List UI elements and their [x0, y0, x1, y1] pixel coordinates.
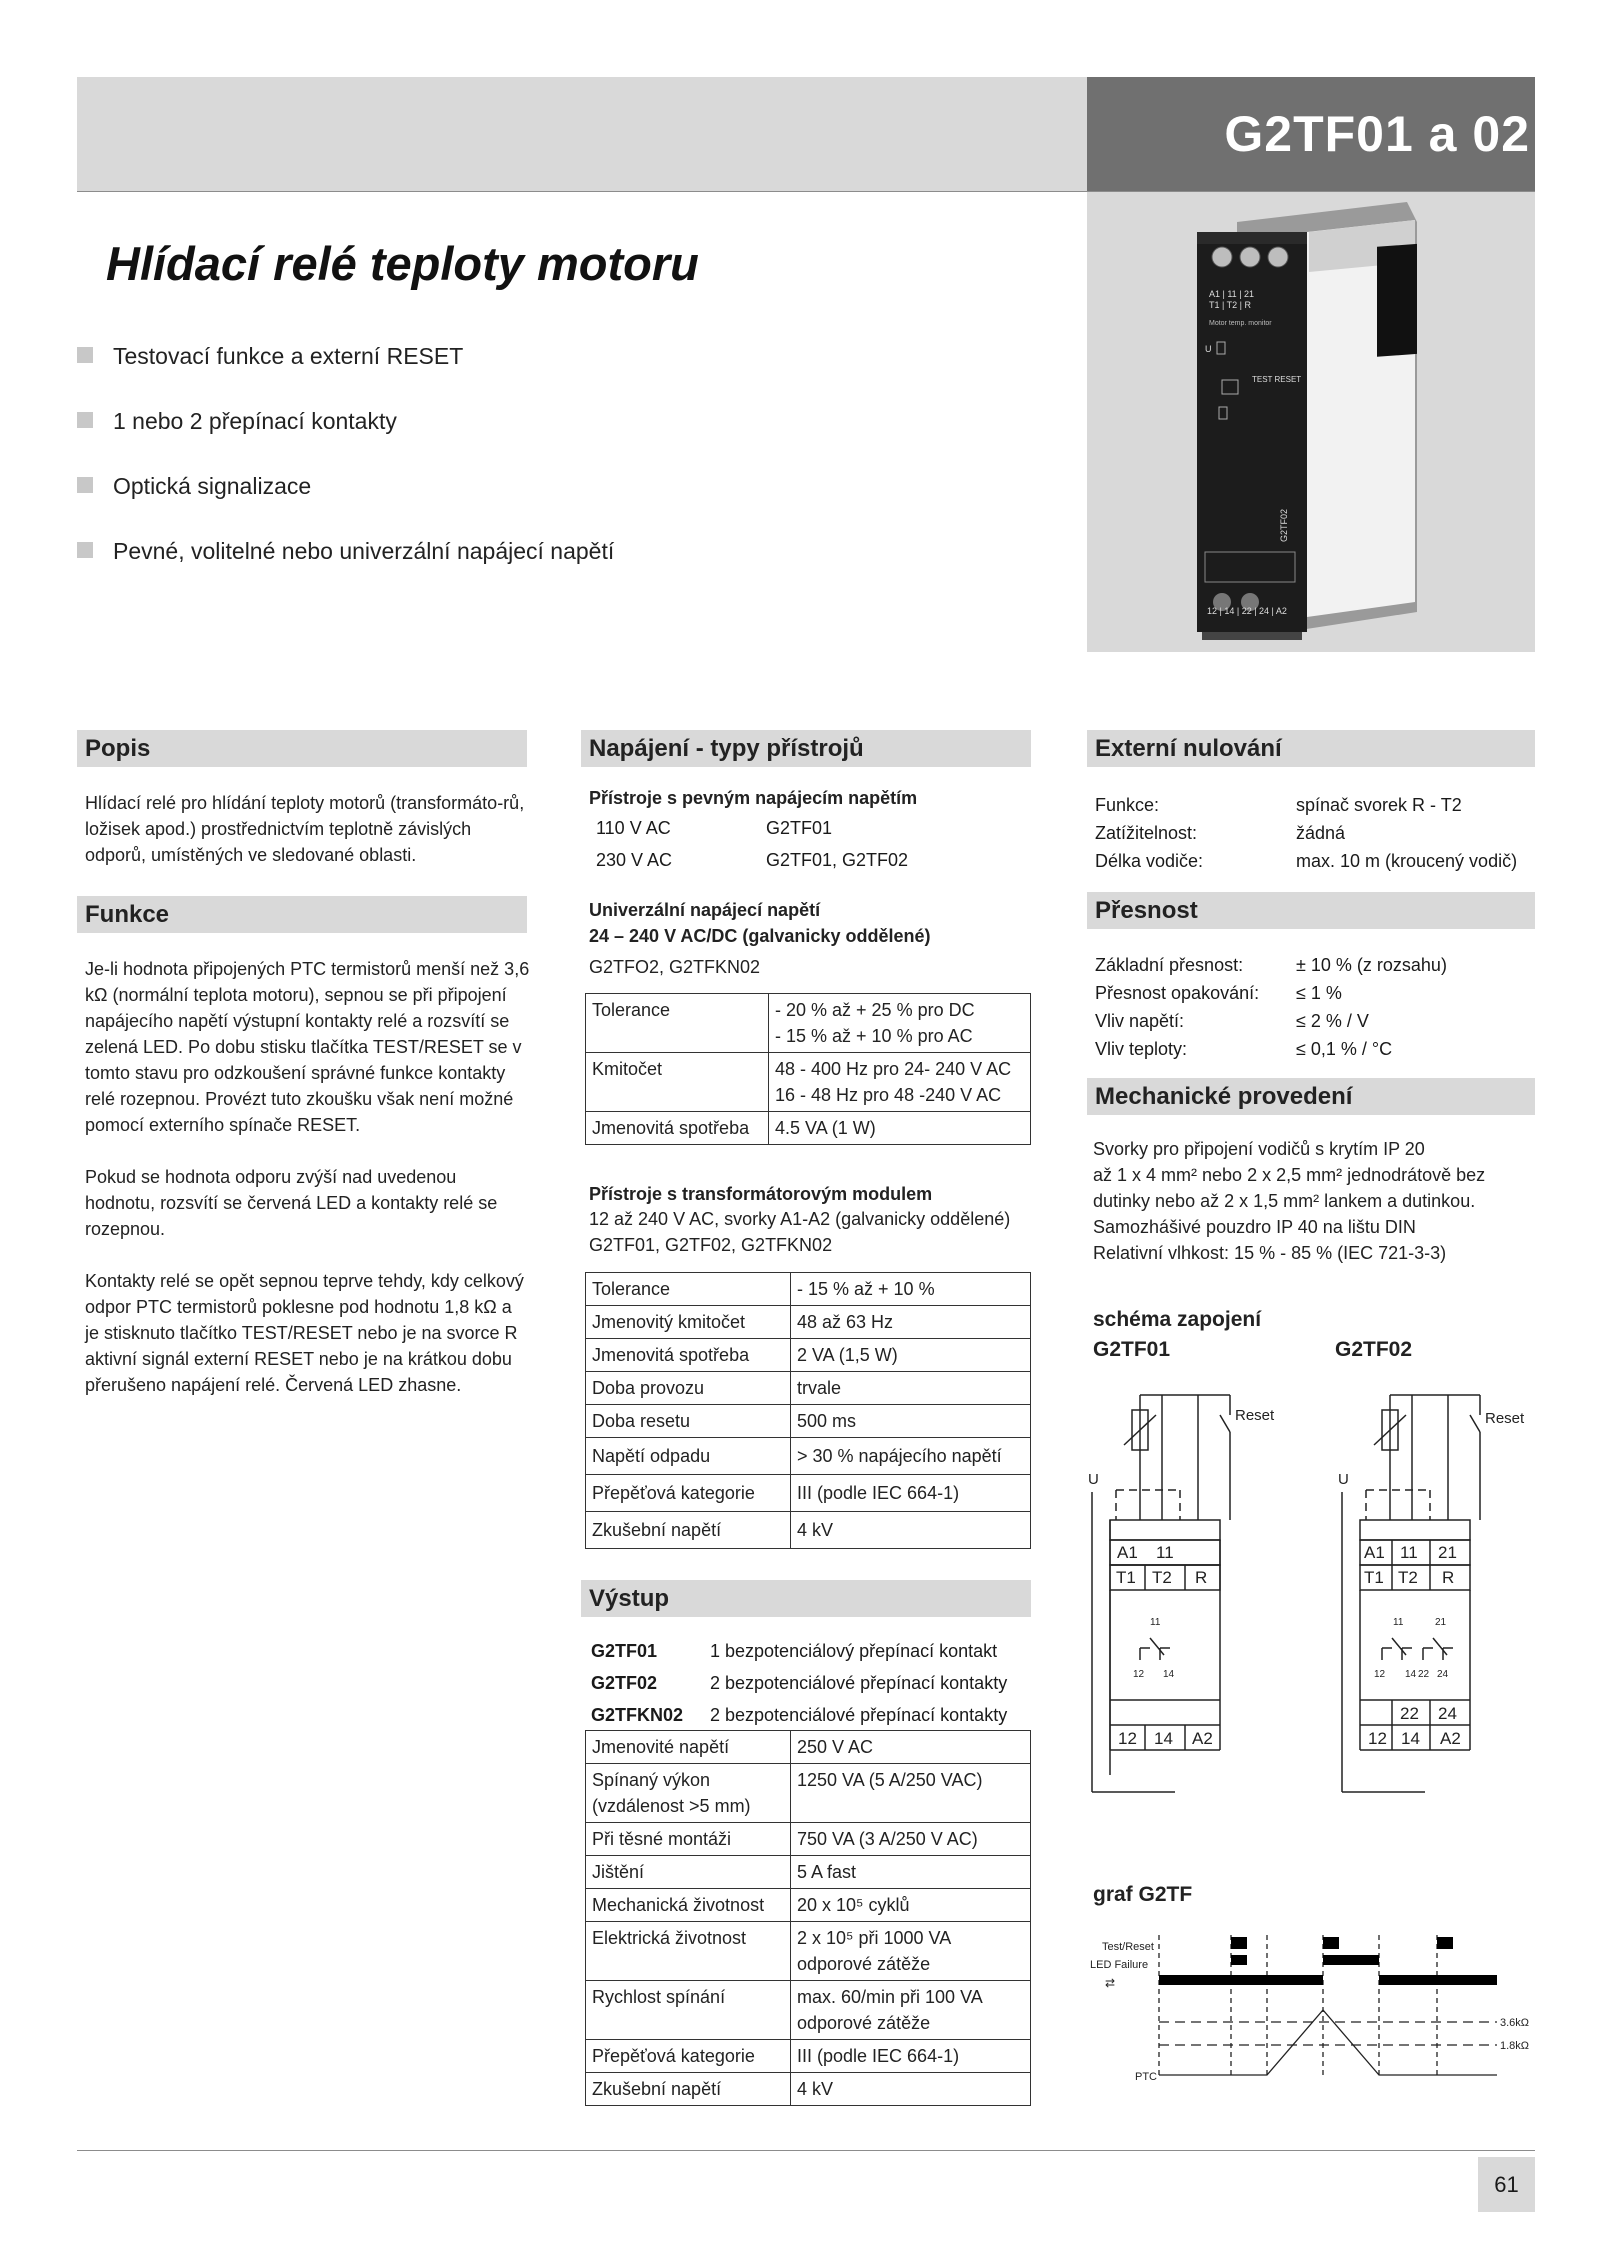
- table-row: Rychlost spínání max. 60/min při 100 VA odporové zátěže: [586, 1981, 1031, 2040]
- table-row: Při těsné montáži 750 VA (3 A/250 V AC): [586, 1823, 1031, 1856]
- table-row: Kmitočet 48 - 400 Hz pro 24- 240 V AC 16 - 48 Hz pro 48 -240 V AC: [586, 1053, 1031, 1112]
- trafo-supply-line2: G2TF01, G2TF02, G2TFKN02: [589, 1235, 833, 1255]
- output-specs-table: [585, 1730, 1031, 2106]
- schema-label-g2tf01: G2TF01: [1093, 1338, 1171, 1361]
- bullet-square-icon: [77, 542, 93, 558]
- output-types-table: [589, 1636, 1029, 1730]
- table-row: Tolerance - 15 % až + 10 %: [586, 1273, 1031, 1306]
- funkce-text: [85, 956, 530, 1424]
- section-heading-externi: Externí nulování: [1087, 730, 1535, 767]
- bullet-item: Optická signalizace: [77, 473, 311, 500]
- contact-label: 14: [1163, 1669, 1175, 1680]
- externi-table: [1093, 790, 1533, 876]
- contact-label: 14: [1405, 1669, 1417, 1680]
- schema-title: schéma zapojení: [1093, 1308, 1262, 1331]
- terminal-label: 11: [1400, 1543, 1418, 1562]
- funkce-paragraph: Kontakty relé se opět sepnou teprve tehdy, kdy celkový odpor PTC termistorů poklesne pod hodnotu 1,8 kΩ a je stisknuto tlačítko TEST/RESET nebo je na svorce R aktivní signál externí RESET nebo je na krátkou dobu přerušeno napájení relé. Červená LED zhasne.: [85, 1271, 524, 1395]
- table-row: Jmenovitá spotřeba 4.5 VA (1 W): [586, 1112, 1031, 1145]
- funkce-paragraph: Pokud se hodnota odporu zvýší nad uvedenou hodnotu, rozsvítí se červená LED a kontakty relé se rozepnou.: [85, 1167, 498, 1239]
- section-heading-napajeni: Napájení - typy přístrojů: [581, 730, 1031, 767]
- terminal-label: 22: [1400, 1704, 1419, 1723]
- label-ptc: PTC: [1135, 2071, 1157, 2083]
- table-row: G2TF02 2 bezpotenciálové přepínací kontakty: [591, 1673, 1008, 1693]
- terminal-label: T1: [1116, 1568, 1136, 1587]
- product-photo-panel: [1087, 192, 1535, 652]
- reset-label: Reset: [1485, 1410, 1525, 1427]
- section-heading-presnost: Přesnost: [1087, 892, 1535, 929]
- page-number: 61: [1494, 2172, 1519, 2197]
- label-test-reset: Test/Reset: [1102, 1941, 1154, 1953]
- relay-contact-icon: ⇄: [1105, 1976, 1116, 1990]
- table-row: Spínaný výkon (vzdálenost >5 mm) 1250 VA (5 A/250 VAC): [586, 1764, 1031, 1823]
- mechanicke-line: Relativní vlhkost: 15 % - 85 % (IEC 721-3-3): [1093, 1243, 1447, 1263]
- terminal-label: 11: [1156, 1543, 1174, 1562]
- svg-text:12 | 14 | 22 | 24 | A2: 12 | 14 | 22 | 24 | A2: [1207, 606, 1287, 616]
- svg-text:T1 | T2 | R: T1 | T2 | R: [1209, 300, 1252, 310]
- table-row: Základní přesnost: ± 10 % (z rozsahu): [1095, 955, 1447, 975]
- contact-label: 24: [1437, 1669, 1449, 1680]
- funkce-paragraph: Je-li hodnota připojených PTC termistorů menší než 3,6 kΩ (normální teplota motoru), sepnou se při připojení napájecího napětí výstupní kontakty relé a rozsvítí se zelená LED. Po dobu stisku tlačítka TEST/RESET se v tomto stavu pro odzkoušení správné funkce kontakty relé rozepnou. Provézt tuto zkoušku však není možné pomocí externího spínače RESET.: [85, 959, 530, 1135]
- table-row: Zkušební napětí 4 kV: [586, 2073, 1031, 2106]
- table-row: Přesnost opakování: ≤ 1 %: [1095, 983, 1342, 1003]
- mechanicke-line: Svorky pro připojení vodičů s krytím IP 20: [1093, 1139, 1425, 1159]
- table-row: Zkušební napětí 4 kV: [586, 1512, 1031, 1549]
- fixed-supply-title: Přístroje s pevným napájecím napětím: [589, 788, 918, 808]
- supply-u-label: U: [1338, 1471, 1349, 1488]
- contact-label: 12: [1133, 1669, 1145, 1680]
- terminal-label: R: [1442, 1568, 1455, 1587]
- popis-text: Hlídací relé pro hlídání teploty motorů (transformáto-rů, ložisek apod.) prostřednictvím teplotně závislých odporů, umístěných ve sledované oblasti.: [85, 793, 525, 865]
- photo-label-test: TEST RESET: [1252, 375, 1302, 384]
- table-row: Doba provozu trvale: [586, 1372, 1031, 1405]
- table-row: Elektrická životnost 2 x 10⁵ při 1000 VA odporové zátěže: [586, 1922, 1031, 1981]
- table-row: Jištění 5 A fast: [586, 1856, 1031, 1889]
- bullet-item: Pevné, volitelné nebo univerzální napájecí napětí: [77, 538, 614, 565]
- universal-supply-models: G2TFO2, G2TFKN02: [589, 957, 761, 977]
- mechanicke-line: dutinky nebo až 2 x 1,5 mm² lankem a dutinkou.: [1093, 1191, 1476, 1211]
- contact-label: 22: [1418, 1669, 1430, 1680]
- table-row: Jmenovitý kmitočet 48 až 63 Hz: [586, 1306, 1031, 1339]
- fixed-supply-table: [594, 813, 1014, 875]
- table-row: Tolerance - 20 % až + 25 % pro DC - 15 % až + 10 % pro AC: [586, 994, 1031, 1053]
- graf-title: graf G2TF: [1093, 1883, 1193, 1906]
- universal-supply-table: [585, 993, 1031, 1145]
- terminal-label: 21: [1438, 1543, 1457, 1562]
- table-row: Vliv napětí: ≤ 2 % / V: [1095, 1011, 1369, 1031]
- terminal-label: 12: [1118, 1729, 1137, 1748]
- table-row: Funkce: spínač svorek R - T2: [1095, 795, 1462, 815]
- table-row: Přepěťová kategorie III (podle IEC 664-1): [586, 1475, 1031, 1512]
- mechanicke-text: [1093, 1136, 1533, 1266]
- terminal-label: 14: [1401, 1729, 1420, 1748]
- section-heading-funkce: Funkce: [77, 896, 527, 933]
- reset-label: Reset: [1235, 1407, 1275, 1424]
- bullet-square-icon: [77, 412, 93, 428]
- section-heading-mechanicke: Mechanické provedení: [1087, 1078, 1535, 1115]
- photo-label-u: U: [1205, 344, 1212, 354]
- trafo-supply-title: Přístroje s transformátorovým modulem: [589, 1184, 933, 1204]
- trafo-supply-table: [585, 1272, 1031, 1549]
- relay-device-photo: [1087, 192, 1535, 652]
- terminal-label: R: [1195, 1568, 1208, 1587]
- table-row: Napětí odpadu > 30 % napájecího napětí: [586, 1438, 1031, 1475]
- table-row: G2TFKN02 2 bezpotenciálové přepínací kontakty: [591, 1705, 1008, 1725]
- timing-chart: [1087, 1925, 1537, 2095]
- terminal-label: T1: [1364, 1568, 1384, 1587]
- section-heading-vystup: Výstup: [581, 1580, 1031, 1617]
- footer-divider: [77, 2150, 1535, 2151]
- presnost-table: [1093, 950, 1533, 1064]
- table-row: Jmenovitá spotřeba 2 VA (1,5 W): [586, 1339, 1031, 1372]
- table-row: 110 V AC G2TF01: [596, 818, 833, 838]
- terminal-label: A2: [1192, 1729, 1213, 1748]
- wiring-diagrams: [1080, 1380, 1540, 1820]
- terminal-label: 12: [1368, 1729, 1387, 1748]
- supply-u-label: U: [1088, 1471, 1099, 1488]
- timing-blocks: [1159, 1937, 1497, 1985]
- table-row: Mechanická životnost 20 x 10⁵ cyklů: [586, 1889, 1031, 1922]
- terminal-label: T2: [1398, 1568, 1418, 1587]
- terminal-label: A1: [1117, 1543, 1138, 1562]
- table-row: Jmenovité napětí 250 V AC: [586, 1731, 1031, 1764]
- contact-label: 21: [1435, 1617, 1447, 1628]
- terminal-label: 14: [1154, 1729, 1173, 1748]
- section-heading-popis: Popis: [77, 730, 527, 767]
- table-row: Délka vodiče: max. 10 m (kroucený vodič): [1095, 851, 1518, 871]
- table-row: Doba resetu 500 ms: [586, 1405, 1031, 1438]
- photo-terminals-top: A1 | 11 | 21: [1209, 289, 1255, 299]
- terminal-label: A2: [1440, 1729, 1461, 1748]
- table-row: 230 V AC G2TF01, G2TF02: [596, 850, 909, 870]
- table-row: Zatížitelnost: žádná: [1095, 823, 1346, 843]
- trafo-supply-line1: 12 až 240 V AC, svorky A1-A2 (galvanicky oddělené): [589, 1209, 1011, 1229]
- bullet-item: 1 nebo 2 přepínací kontakty: [77, 408, 397, 435]
- terminal-label: A1: [1364, 1543, 1385, 1562]
- contact-label: 11: [1393, 1617, 1404, 1628]
- level-high-label: 3.6kΩ: [1500, 2017, 1530, 2029]
- model-title: G2TF01 a 02: [1224, 106, 1530, 162]
- universal-supply-title: Univerzální napájecí napětí: [589, 900, 821, 920]
- universal-supply-subtitle: 24 – 240 V AC/DC (galvanicky oddělené): [589, 926, 931, 946]
- photo-label-motor: Motor temp. monitor: [1209, 320, 1272, 327]
- label-led-failure: LED Failure: [1090, 1959, 1149, 1971]
- table-row: G2TF01 1 bezpotenciálový přepínací kontakt: [591, 1641, 998, 1661]
- page-title: Hlídací relé teploty motoru: [106, 237, 699, 290]
- photo-label-model: G2TF02: [1279, 508, 1289, 542]
- bullet-item: Testovací funkce a externí RESET: [77, 343, 463, 370]
- header-band: [77, 77, 1087, 191]
- table-row: Vliv teploty: ≤ 0,1 % / °C: [1095, 1039, 1393, 1059]
- level-low-label: 1.8kΩ: [1500, 2040, 1530, 2052]
- bullet-square-icon: [77, 347, 93, 363]
- terminal-label: 24: [1438, 1704, 1457, 1723]
- contact-label: 11: [1150, 1617, 1161, 1628]
- schema-label-g2tf02: G2TF02: [1335, 1338, 1413, 1361]
- table-row: Přepěťová kategorie III (podle IEC 664-1): [586, 2040, 1031, 2073]
- contact-label: 12: [1374, 1669, 1386, 1680]
- terminal-label: T2: [1152, 1568, 1172, 1587]
- mechanicke-line: až 1 x 4 mm² nebo 2 x 2,5 mm² jednodrátově bez: [1093, 1165, 1486, 1185]
- bullet-square-icon: [77, 477, 93, 493]
- mechanicke-line: Samozhášivé pouzdro IP 40 na lištu DIN: [1093, 1217, 1416, 1237]
